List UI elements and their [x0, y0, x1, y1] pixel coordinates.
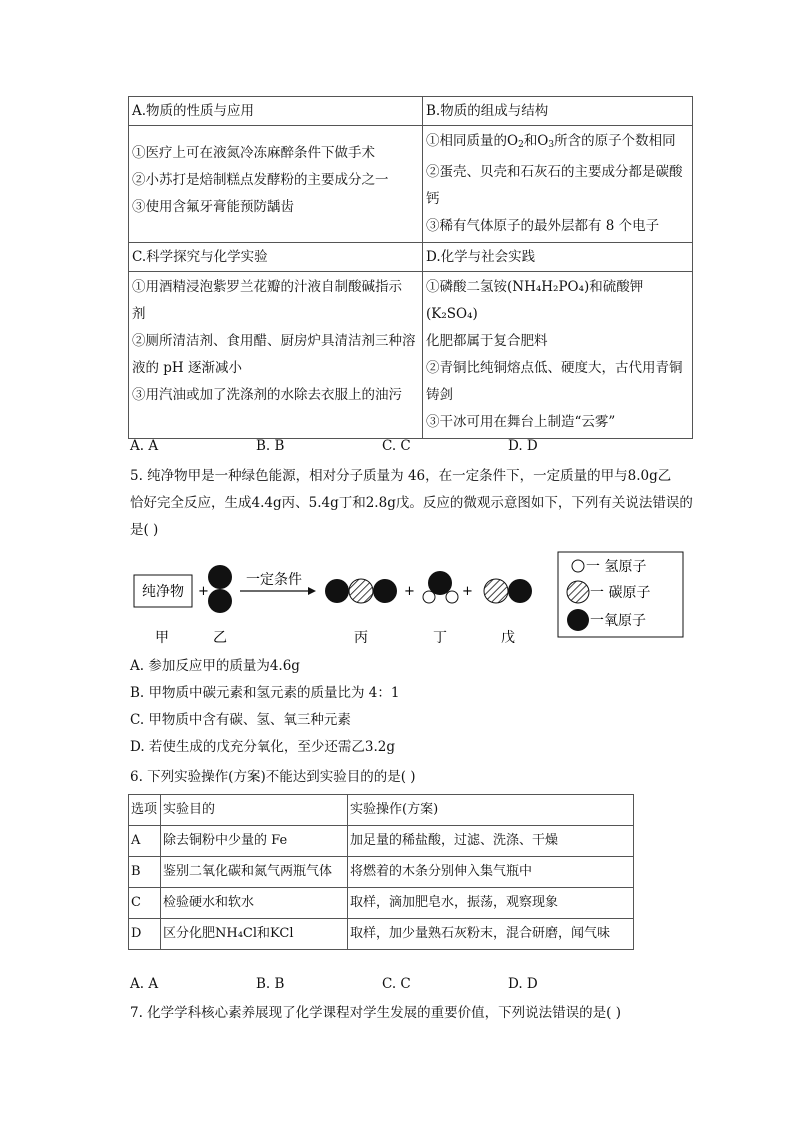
option-d-content [423, 272, 693, 439]
d-item-1b: 化肥都属于复合肥料 [426, 333, 548, 349]
oxygen-legend-icon [567, 609, 589, 631]
q6-option-d[interactable]: D. D [508, 976, 538, 992]
q5-choice-a[interactable]: A. 参加反应甲的质量为4.6g [130, 658, 300, 674]
q5-stem-line-2: 恰好完全反应，生成4.4g丙、5.4g丁和2.8g戊。反应的微观示意图如下，下列有关说法错误的 [130, 495, 693, 511]
reaction-diagram [128, 548, 688, 650]
row-d-operation: 取样，加少量熟石灰粉末，混合研磨，闻气味 [348, 919, 634, 950]
oxygen-atom-icon [373, 579, 397, 603]
row-b-operation: 将燃着的木条分别伸入集气瓶中 [348, 857, 634, 888]
q4-option-d[interactable]: D. D [508, 438, 538, 454]
q5-choice-c[interactable]: C. 甲物质中含有碳、氢、氧三种元素 [130, 712, 351, 728]
oxygen-atom-icon [325, 579, 349, 603]
hydrogen-atom-icon [446, 591, 458, 603]
legend-oxygen: 一氧原子 [590, 613, 646, 629]
reaction-condition: 一定条件 [246, 572, 302, 588]
row-c-option: C [129, 888, 161, 919]
hydrogen-atom-icon [423, 591, 435, 603]
row-b-purpose: 鉴别二氧化碳和氮气两瓶气体 [161, 857, 348, 888]
oxygen-atom-icon [208, 565, 232, 589]
label-ding: 丁 [433, 630, 447, 646]
row-c-operation: 取样，滴加肥皂水，振荡，观察现象 [348, 888, 634, 919]
header-option: 选项 [129, 795, 161, 826]
option-d-title: D.化学与社会实践 [423, 243, 693, 272]
plus-1: + [198, 584, 209, 599]
arrow-head-icon [308, 587, 316, 595]
option-a-title: A.物质的性质与应用 [129, 97, 423, 126]
c-item-1a: ①用酒精浸泡紫罗兰花瓣的汁液自制酸碱指示 [132, 279, 402, 295]
q6-option-b[interactable]: B. B [256, 976, 285, 992]
a-item-3: ③使用含氟牙膏能预防龋齿 [132, 199, 294, 215]
q6-option-c[interactable]: C. C [382, 976, 411, 992]
b-item-2b: 钙 [426, 191, 440, 207]
header-purpose: 实验目的 [161, 795, 348, 826]
option-a-content [129, 126, 423, 243]
q4-table [128, 96, 693, 439]
header-operation: 实验操作(方案) [348, 795, 634, 826]
row-d-option: D [129, 919, 161, 950]
plus-3: + [462, 584, 473, 599]
q5-choice-b[interactable]: B. 甲物质中碳元素和氢元素的质量比为 4：1 [130, 685, 400, 701]
option-c-title: C.科学探究与化学实验 [129, 243, 423, 272]
row-c-purpose: 检验硬水和软水 [161, 888, 348, 919]
legend-hydrogen: 一 氢原子 [586, 559, 647, 575]
a-item-1: ①医疗上可在液氮冷冻麻醉条件下做手术 [132, 145, 375, 161]
d-item-3: ③干冰可用在舞台上制造“云雾” [426, 414, 616, 430]
legend-carbon: 一 碳原子 [590, 585, 651, 601]
c-item-2b: 液的 pH 逐渐减小 [132, 360, 242, 376]
q5-stem-line-1: 5. 纯净物甲是一种绿色能源，相对分子质量为 46，在一定条件下，一定质量的甲与8.0g乙 [130, 468, 672, 484]
option-c-content [129, 272, 423, 439]
q6-option-a[interactable]: A. A [130, 976, 159, 992]
c-item-3: ③用汽油或加了洗涤剂的水除去衣服上的油污 [132, 387, 402, 403]
table-row [129, 888, 634, 919]
q4-options [130, 438, 690, 458]
q5-stem [130, 463, 695, 544]
carbon-atom-icon [349, 579, 373, 603]
pure-substance-label: 纯净物 [142, 584, 184, 600]
q4-option-c[interactable]: C. C [382, 438, 411, 454]
b-item-3: ③稀有气体原子的最外层都有 8 个电子 [426, 218, 660, 234]
d-item-1a: ①磷酸二氢铵(NH₄H₂PO₄)和硫酸钾(K₂SO₄) [426, 279, 644, 322]
q4-option-a[interactable]: A. A [130, 438, 159, 454]
q7-stem: 7. 化学学科核心素养展现了化学课程对学生发展的重要价值，下列说法错误的是( ) [130, 1005, 621, 1021]
hatched-atom-icon [484, 579, 508, 603]
table-row [129, 857, 634, 888]
row-a-purpose: 除去铜粉中少量的 Fe [161, 826, 348, 857]
table-row [129, 826, 634, 857]
q6-table [128, 794, 634, 950]
hydrogen-legend-icon [572, 560, 584, 572]
option-b-title: B.物质的组成与结构 [423, 97, 693, 126]
q5-stem-line-3: 是( ) [130, 522, 159, 538]
d-item-2a: ②青铜比纯铜熔点低、硬度大，古代用青铜 [426, 360, 683, 376]
b-item-2a: ②蛋壳、贝壳和石灰石的主要成分都是碳酸 [426, 164, 683, 180]
row-d-purpose: 区分化肥NH₄Cl和KCl [161, 919, 348, 950]
row-a-operation: 加足量的稀盐酸，过滤、洗涤、干燥 [348, 826, 634, 857]
label-jia: 甲 [155, 630, 169, 646]
oxygen-atom-icon [208, 589, 232, 613]
q6-stem: 6. 下列实验操作(方案)不能达到实验目的的是( ) [130, 769, 416, 785]
d-item-2b: 铸剑 [426, 387, 453, 403]
table-row [129, 919, 634, 950]
row-b-option: B [129, 857, 161, 888]
q4-option-b[interactable]: B. B [256, 438, 285, 454]
q5-choices [130, 653, 399, 761]
label-wu: 戊 [501, 630, 515, 646]
label-yi: 乙 [213, 630, 227, 646]
c-item-2a: ②厕所清洁剂、食用醋、厨房炉具清洁剂三种溶 [132, 333, 416, 349]
row-a-option: A [129, 826, 161, 857]
a-item-2: ②小苏打是焙制糕点发酵粉的主要成分之一 [132, 172, 389, 188]
b-item-1: ①相同质量的$O_2$和$O_3$所含的原子个数相同 [426, 133, 676, 150]
c-item-1b: 剂 [132, 306, 146, 322]
carbon-legend-icon [567, 581, 589, 603]
option-b-content [423, 126, 693, 243]
oxygen-atom-icon [508, 579, 532, 603]
q5-choice-d[interactable]: D. 若使生成的戊充分氧化，至少还需乙3.2g [130, 739, 396, 755]
label-bing: 丙 [354, 630, 368, 646]
table-header-row [129, 795, 634, 826]
plus-2: + [404, 584, 415, 599]
q6-options [130, 976, 690, 996]
